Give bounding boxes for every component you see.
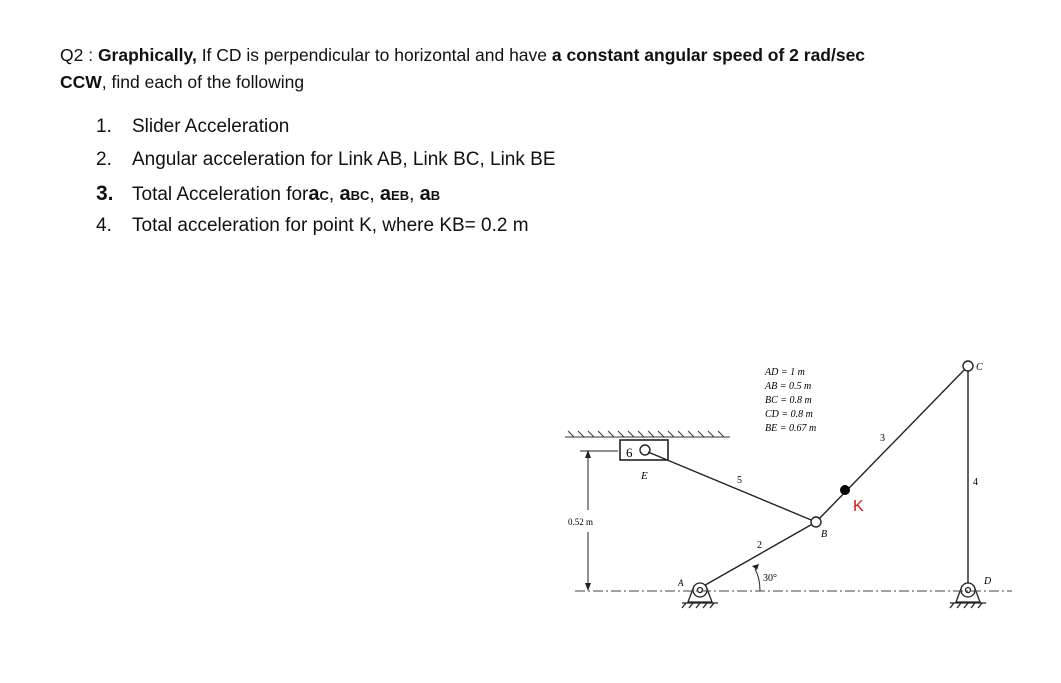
- point-c-label: C: [976, 362, 983, 373]
- question-suffix: , find each of the following: [101, 72, 305, 92]
- dimension-label: 0.52 m: [568, 517, 594, 527]
- accel-term-eb: aEB: [379, 183, 410, 205]
- dimension-arrow-down-icon: [585, 583, 591, 591]
- link-3-label: 3: [880, 433, 885, 444]
- task-item-3: 3. Total Acceleration for aC , aBC , aEB , aB: [96, 182, 441, 205]
- task-item-1: 1. Slider Acceleration: [96, 116, 290, 137]
- task-text: Slider Acceleration: [132, 116, 290, 137]
- link-5: [648, 452, 816, 522]
- length-be: BE = 0.67 m: [765, 423, 817, 434]
- question-mid: If CD is perpendicular to horizontal and have: [196, 45, 552, 65]
- task-item-4: 4. Total acceleration for point K, where KB= 0.2 m: [96, 215, 529, 236]
- ground-pivot-a: [682, 583, 718, 608]
- link-2: [700, 522, 816, 588]
- ground-pivot-d: [950, 583, 986, 608]
- angle-label: 30°: [763, 573, 777, 584]
- joint-e: [640, 445, 650, 455]
- length-ab: AB = 0.5 m: [765, 381, 812, 392]
- question-speed: a constant angular speed of 2 rad/sec: [551, 45, 866, 65]
- link-2-label: 2: [757, 540, 762, 551]
- link-6-label: 6: [626, 445, 633, 460]
- slider-guide-ground: [565, 431, 730, 437]
- question-ccw: CCW: [60, 72, 102, 92]
- task-item-2: 2. Angular acceleration for Link AB, Link BC, Link BE: [96, 149, 556, 170]
- task-text: Total acceleration for point K, where KB= 0.2 m: [132, 215, 529, 236]
- question-prefix: Q2 :: [60, 45, 98, 65]
- link-4-label: 4: [973, 477, 978, 488]
- point-k-marker: [840, 485, 850, 495]
- angle-arc: [755, 569, 760, 591]
- point-k-label: K: [853, 498, 864, 515]
- point-d-label: D: [984, 576, 992, 587]
- length-bc: BC = 0.8 m: [765, 395, 812, 406]
- link-3: [816, 366, 968, 522]
- point-a-label: A: [678, 578, 684, 588]
- accel-term-b: aB: [419, 183, 441, 205]
- point-b-label: B: [821, 529, 828, 540]
- joint-b: [811, 517, 821, 527]
- length-ad: AD = 1 m: [765, 367, 805, 378]
- length-cd: CD = 0.8 m: [765, 409, 813, 420]
- joint-c: [963, 361, 973, 371]
- task-text: Angular acceleration for Link AB, Link BC, Link BE: [132, 149, 556, 170]
- question-graphically: Graphically,: [97, 45, 197, 65]
- link-5-label: 5: [737, 475, 742, 486]
- point-e-label: E: [641, 470, 648, 482]
- accel-term-c: aC: [308, 183, 329, 205]
- task-text: Total Acceleration for: [132, 184, 309, 205]
- length-table: [764, 367, 816, 434]
- accel-term-bc: aBC: [339, 183, 370, 205]
